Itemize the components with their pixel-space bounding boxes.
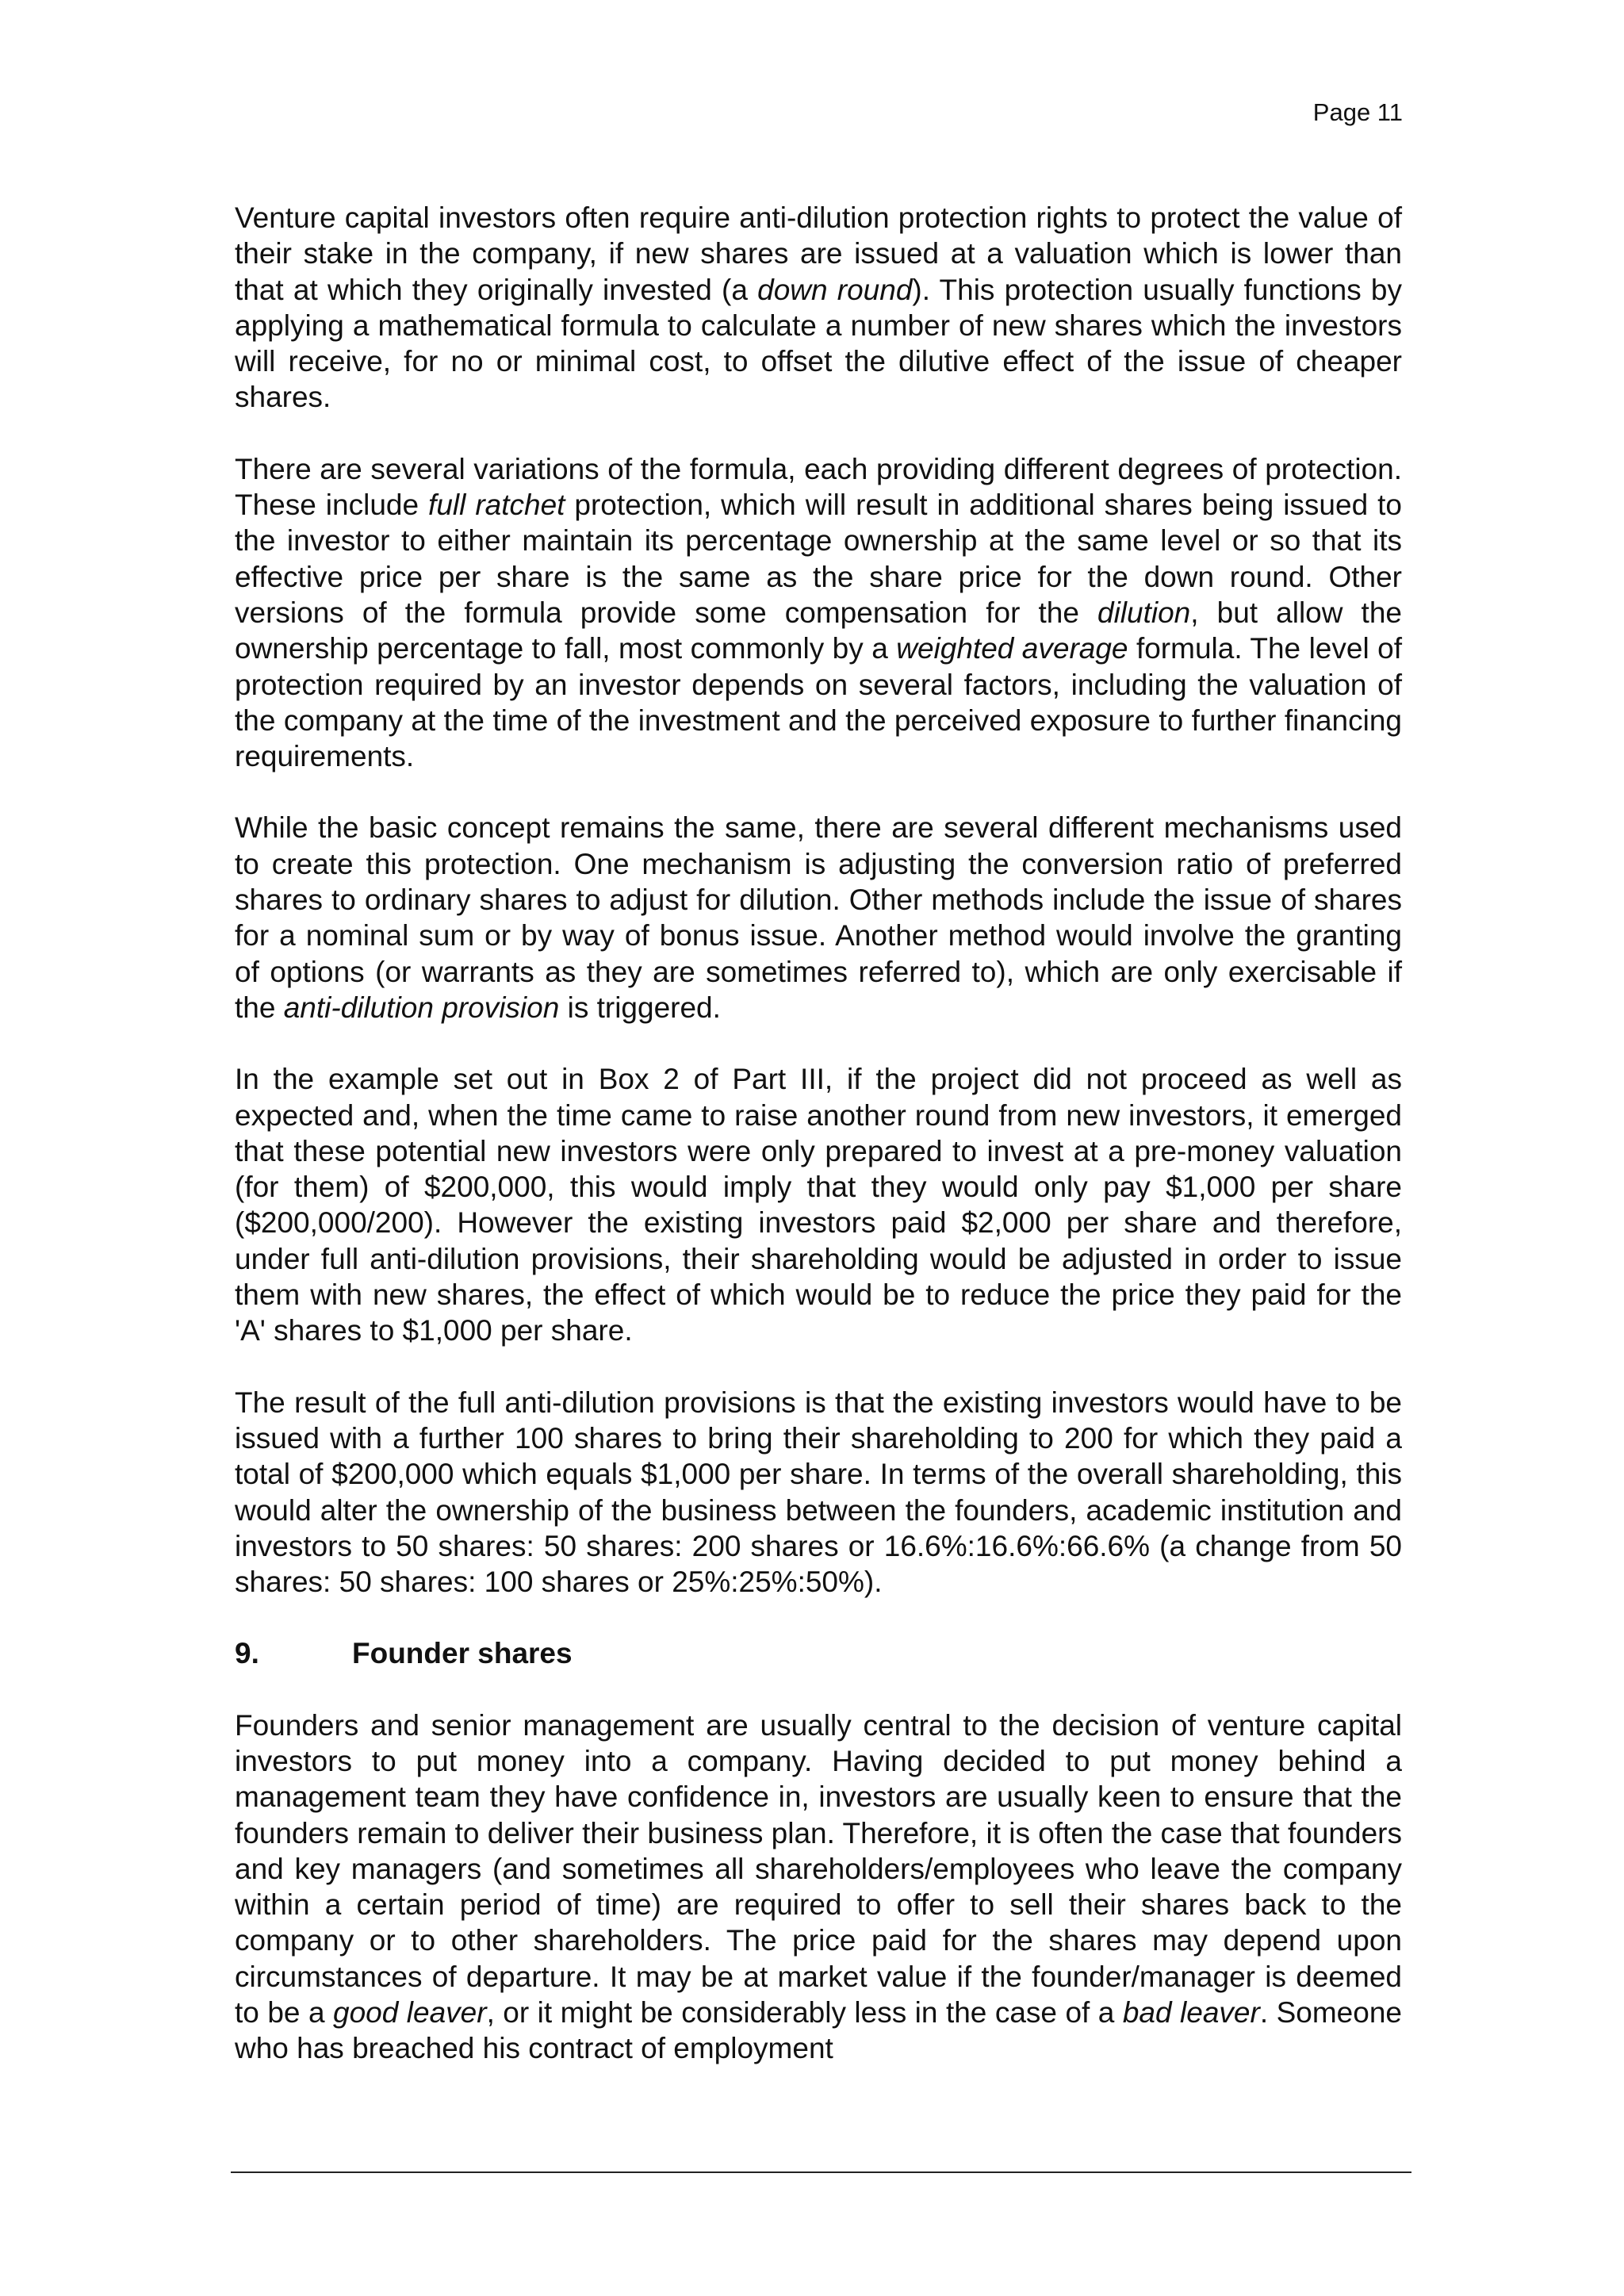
text-run: , but allow the ownership percentage to fall, most commonly by a	[235, 596, 1402, 665]
text-run: is triggered.	[559, 991, 721, 1024]
text-run: While the basic concept remains the same, there are several different mechanisms used to create this protection. One mechanism is adjusting the conversion ratio of preferred shares to ordinary shares to adjust for dilution. Other methods include the issue of shares for a nominal sum or by way of bonus issue. Another method would involve the granting of options (or warrants as they are sometimes referred to), which are only exercisable if the	[235, 811, 1402, 1024]
italic-term: bad leaver	[1122, 1996, 1260, 2030]
paragraph-mechanisms	[235, 810, 1402, 1025]
section-number: 9.	[235, 1637, 259, 1670]
text-run: protection, which will result in additional shares being issued to the investor to either maintain its percentage ownership at the same level or so that its effective price per share is the same as the share price for the down round. Other versions of the formula provide some compensation for the	[235, 489, 1402, 629]
italic-term: dilution	[1097, 596, 1191, 629]
italic-term: good leaver	[333, 1996, 487, 2030]
text-run: The result of the full anti-dilution provisions is that the existing investors would have to be issued with a further 100 shares to bring their shareholding to 200 for which they paid a total of $200,000 which equals $1,000 per share. In terms of the overall shareholding, this would alter the ownership of the business between the founders, academic institution and investors to 50 shares: 50 shares: 200 shares or 16.6%:16.6%:66.6% (a change from 50 shares: 50 shares: 100 shares or 25%:25%:50%).	[235, 1386, 1402, 1599]
paragraph-example	[235, 1061, 1402, 1348]
paragraph-result	[235, 1385, 1402, 1600]
text-run: There are several variations of the formula, each providing different degrees of protection. These include	[235, 452, 1402, 522]
text-run: In the example set out in Box 2 of Part III, if the project did not proceed as well as expected and, when the time came to raise another round from new investors, it emerged that these potential new investors were only prepared to invest at a pre-money valuation (for them) of $200,000, this would imply that they would only pay $1,000 per share ($200,000/200). However the existing investors paid $2,000 per share and therefore, under full anti-dilution provisions, their shareholding would be adjusted in order to issue them with new shares, the effect of which would be to reduce the price they paid for the 'A' shares to $1,000 per share.	[235, 1063, 1402, 1347]
text-run: formula. The level of protection required by an investor depends on several factors, including the valuation of the company at the time of the investment and the perceived exposure to further financing requirements.	[235, 632, 1402, 773]
page-number: Page 11	[1312, 98, 1403, 126]
italic-term: anti-dilution provision	[283, 991, 560, 1024]
text-run: Venture capital investors often require anti-dilution protection rights to protect the value of their stake in the company, if new shares are issued at a valuation which is lower than that at which they originally invested (a	[235, 201, 1402, 306]
document-body	[235, 200, 1402, 2102]
footer-rule	[231, 2171, 1411, 2173]
paragraph-formula-variations	[235, 451, 1402, 775]
text-run: ). This protection usually functions by applying a mathematical formula to calculate a number of new shares which the investors will receive, for no or minimal cost, to offset the dilutive effect of the issue of cheaper shares.	[235, 273, 1402, 414]
italic-term: down round	[757, 273, 913, 306]
text-run: . Someone who has breached his contract of employment	[235, 1996, 1402, 2065]
section-heading	[235, 1635, 1402, 1671]
paragraph-founder-shares	[235, 1708, 1402, 2067]
paragraph-anti-dilution-intro	[235, 200, 1402, 416]
text-run: , or it might be considerably less in the case of a	[486, 1996, 1123, 2030]
text-run: Founders and senior management are usually central to the decision of venture capital investors to put money into a company. Having decided to put money behind a management team they have confidence in, investors are usually keen to ensure that the founders remain to deliver their business plan. Therefore, it is often the case that founders and key managers (and sometimes all shareholders/employees who leave the company within a certain period of time) are required to offer to sell their shares back to the company or to other shareholders. The price paid for the shares may depend upon circumstances of departure. It may be at market value if the founder/manager is deemed to be a	[235, 1708, 1402, 2030]
section-title: Founder shares	[352, 1637, 573, 1670]
italic-term: full ratchet	[428, 489, 565, 522]
italic-term: weighted average	[896, 632, 1128, 665]
